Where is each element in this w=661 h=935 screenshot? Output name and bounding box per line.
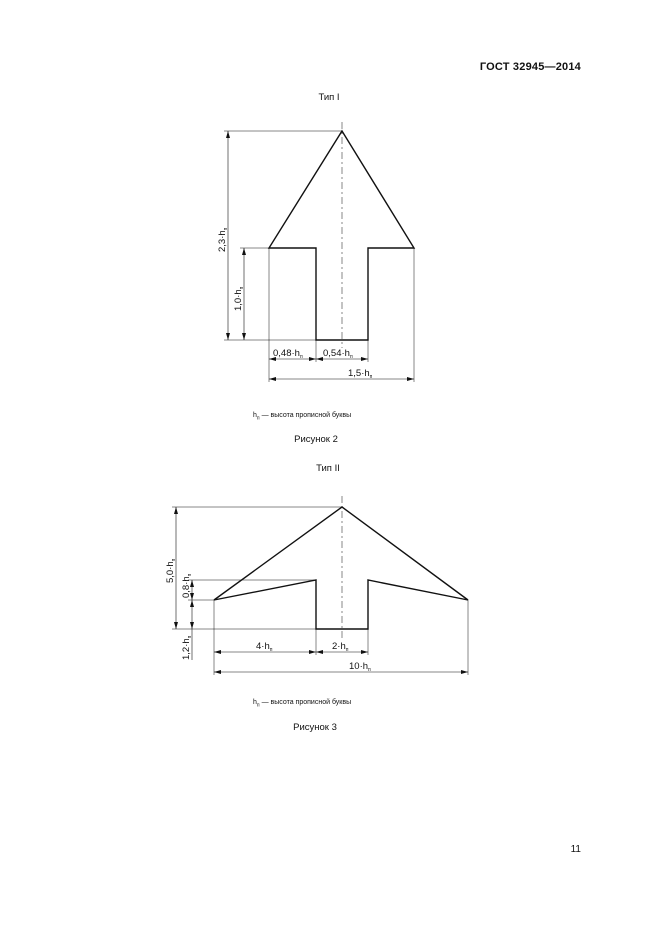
- figure-3-label-width-total: $10\cdot h_п$: [349, 661, 371, 673]
- figure-2-label-stem-offset: $0,48\cdot h_п$: [273, 348, 303, 360]
- figure-3-note-symbol: h: [253, 699, 257, 706]
- figure-2-arrowheads: [226, 131, 414, 381]
- figure-3-drawing: [165, 496, 468, 675]
- figure-2-label-height-stem: $1,0\cdot h_п$: [233, 286, 245, 311]
- figure-3-caption: Рисунок 3: [293, 722, 337, 733]
- document-header: ГОСТ 32945—2014: [479, 61, 581, 73]
- figure-3-type-label: Тип II: [316, 463, 340, 474]
- figure-3-label-height-total: $5,0\cdot h_п$: [165, 558, 177, 583]
- figure-2-note-text: — высота прописной буквы: [259, 412, 352, 419]
- figure-2-type-label: Тип I: [318, 92, 340, 103]
- figure-3-label-stem-width: $2\cdot h_п$: [332, 641, 349, 653]
- figure-3-label-stem-offset: $4\cdot h_п$: [256, 641, 273, 653]
- figure-2-note-subscript: п: [256, 415, 260, 422]
- figure-2-note-symbol: h: [253, 412, 257, 419]
- figure-2-drawing: [217, 122, 414, 382]
- figure-3-label-height-stem: $1,2\cdot h_п$: [181, 635, 193, 660]
- figure-3-note-text: — высота прописной буквы: [259, 699, 352, 706]
- figure-3-label-height-shoulder: $0,8\cdot h_п$: [181, 573, 193, 598]
- figure-2-label-height-total: $2,3\cdot h_п$: [217, 227, 229, 252]
- figure-2-caption: Рисунок 2: [294, 434, 338, 445]
- figure-2-label-stem-width: $0,54\cdot h_п$: [323, 348, 353, 360]
- figure-2-arrow-outline: [269, 131, 414, 340]
- figure-3-note-subscript: п: [256, 702, 260, 709]
- page-number: 11: [570, 844, 581, 855]
- figure-3-arrow-outline: [214, 507, 468, 629]
- figure-2-label-width-total: $1,5\cdot h_п$: [348, 368, 373, 380]
